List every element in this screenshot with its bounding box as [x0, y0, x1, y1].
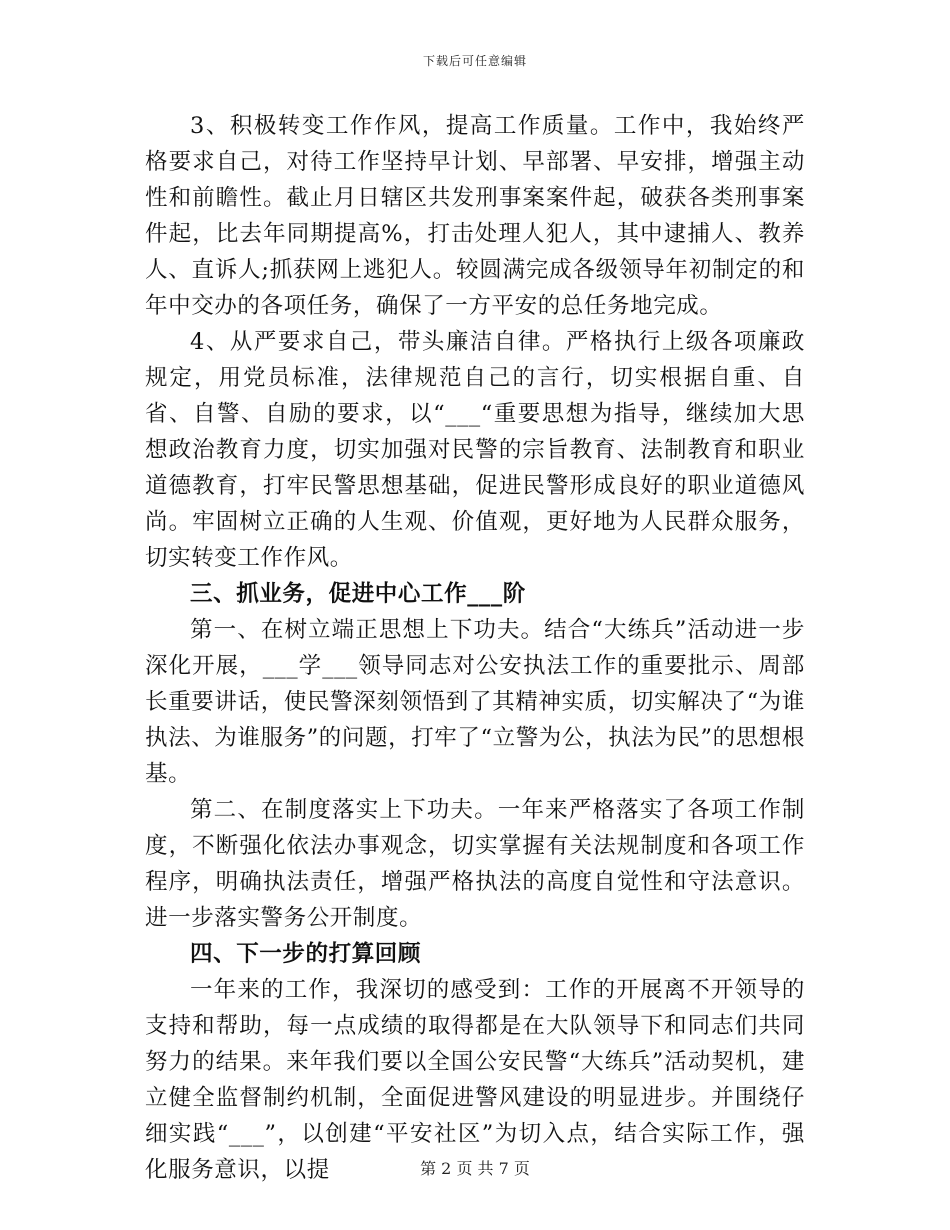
paragraph-system: 第二、在制度落实上下功夫。一年来严格落实了各项工作制度，不断强化依法办事观念，切实掌握有关法规制度和各项工作程序，明确执法责任，增强严格执法的高度自觉性和守法意识。进一步落实警务公开制度。 — [145, 797, 805, 931]
paragraph-self-discipline: 4、从严要求自己，带头廉洁自律。严格执行上级各项廉政规定，用党员标准，法律规范自己的言行，切实根据自重、自省、自警、自励的要求，以“___“重要思想为指导，继续加大思想政治教育力度，切实加强对民警的宗旨教育、法制教育和职业道德教育，打牢民警思想基础，促进民警形成良好的职业道德风尚。牢固树立正确的人生观、价值观，更好地为人民群众服务，切实转变工作作风。 — [145, 329, 805, 571]
page-header-note: 下载后可任意编辑 — [422, 54, 527, 68]
paragraph-review: 一年来的工作，我深切的感受到：工作的开展离不开领导的支持和帮助，每一点成绩的取得都是在大队领导下和同志们共同努力的结果。来年我们要以全国公安民警“大练兵”活动契机，建立健全监督制约机制，全面促进警风建设的明显进步。并围绕仔细实践“___”，以创建“平安社区”为切入点，结合实际工作，强化服务意识，以提 — [145, 977, 805, 1183]
document-body — [145, 108, 805, 1188]
section-heading-business: 三、抓业务，促进中心工作___阶 — [190, 581, 526, 607]
paragraph-work-style: 3、积极转变工作作风，提高工作质量。工作中，我始终严格要求自己，对待工作坚持早计划、早部署、早安排，增强主动性和前瞻性。截止月日辖区共发刑事案案件起，破获各类刑事案件起，比去年同期提高%，打击处理人犯人，其中逮捕人、教养人、直诉人;抓获网上逃犯人。较圆满完成各级领导年初制定的和年中交办的各项任务，确保了一方平安的总任务地完成。 — [145, 113, 805, 319]
section-heading-next-steps: 四、下一步的打算回顾 — [190, 941, 422, 967]
paragraph-ideology: 第一、在树立端正思想上下功夫。结合“大练兵”活动进一步深化开展，___学___领导同志对公安执法工作的重要批示、周部长重要讲话，使民警深刻领悟到了其精神实质，切实解决了“为谁执法、为谁服务”的问题，打牢了“立警为公，执法为民”的思想根基。 — [145, 617, 806, 787]
page-number: 第 2 页 共 7 页 — [420, 1159, 530, 1178]
